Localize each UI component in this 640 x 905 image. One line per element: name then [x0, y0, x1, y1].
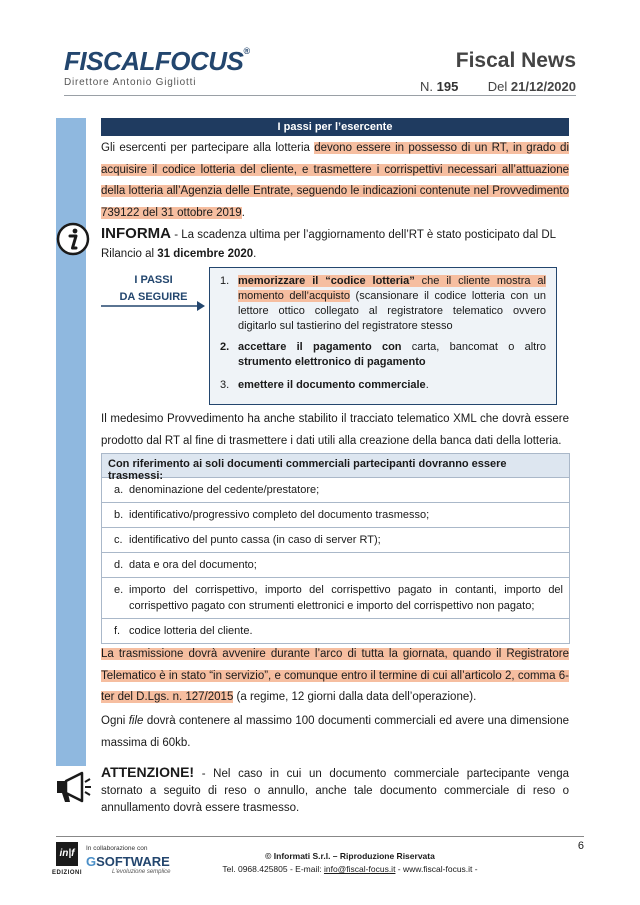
informa-note: INFORMA - La scadenza ultima per l’aggiornamento dell’RT è stato posticipato dal DL Rilancio al 31 dicembre 2020. [101, 225, 556, 260]
issue-number: N. 195 [420, 79, 459, 94]
header-divider [64, 95, 576, 96]
steps-label: I PASSI DA SEGUIRE [119, 274, 188, 303]
intro-paragraph: Gli esercenti per partecipare alla lotteria devono essere in possesso di un RT, in grado di acquisire il codice lotteria del cliente, e trasmettere i corrispettivi necessari all’attuazione della lotteria all’Agenzia delle Entrate, seguendo le indicazioni contenute nel Provvedimento 739122 del 31 ottobre 2019. [101, 142, 569, 219]
table-row: e. importo del corrispettivo, importo del corrispettivo pagato in contanti, importo del corrispettivo pagato con strumenti elettronici e importo del corrispettivo non pagato; [102, 578, 569, 619]
director-name: Direttore Antonio Gigliotti [64, 77, 197, 88]
intro-highlight: devono essere in possesso di un RT, in grado di acquisire il codice lotteria del cliente, e trasmettere i corrispettivi necessari all’attuazione della lotteria all’Agenzia delle Entrate, seguendo le indicazioni contenute nel Provvedimento 739122 del 31 ottobre 2019 [101, 142, 569, 219]
table-row: b. identificativo/progressivo completo del documento trasmesso; [102, 503, 569, 528]
step-item: 3. emettere il documento commerciale. [220, 379, 429, 391]
page-number: 6 [577, 840, 584, 852]
contacts: Tel. 0968.425805 - E-mail: info@fiscal-focus.it - www.fiscal-focus.it - [222, 864, 478, 874]
edizioni-label: EDIZIONI [52, 870, 83, 876]
publication-title: Fiscal News [455, 49, 576, 72]
informati-logo: in|f [56, 842, 78, 866]
steps-box [209, 267, 557, 405]
fiscal-focus-logo: FISCALFOCUS® [64, 46, 250, 76]
megaphone-icon [54, 768, 92, 806]
footer-divider [56, 836, 584, 837]
step-item: 1. memorizzare il “codice lotteria” che il cliente mostra al momento dell’acquisto (scansionare il codice lotteria con un lettore ottico collegato al registratore telematico ovvero digitarlo sul tastierino del registratore stesso [220, 275, 547, 332]
step-item: 2. accettare il pagamento con carta, bancomat o altro strumento elettronico di pagamento [220, 341, 546, 368]
transmission-highlight: La trasmissione dovrà avvenire durante l’arco di tutta la giornata, quando il Registratore Telematico è in stato “in servizio”, e comunque entro il termine di cui all’articolo 2, comma 6-ter del D.Lgs. n. 127/2015 [101, 648, 569, 703]
email-link[interactable]: info@fiscal-focus.it [323, 864, 396, 874]
table-row: c. identificativo del punto cassa (in caso di server RT); [102, 528, 569, 553]
issue-date: Del 21/12/2020 [487, 79, 576, 94]
table-row: a. denominazione del cedente/prestatore; [102, 478, 569, 503]
transmission-paragraph: La trasmissione dovrà avvenire durante l’arco di tutta la giornata, quando il Registratore Telematico è in stato “in servizio”, e comunque entro il termine di cui all’articolo 2, comma 6-ter del D.Lgs. n. 127/2015 (a regime, 12 giorni dalla data dell’operazione). [101, 648, 569, 703]
attention-note: ATTENZIONE! - Nel caso in cui un documento commerciale partecipante venga stornato a seguito di reso o annullo, anche tale documento commerciale di reso o annullamento dovrà essere trasmesso. [101, 764, 569, 814]
copyright: © Informati S.r.l. – Riproduzione Riservata [265, 851, 435, 861]
table-row: d. data e ora del documento; [102, 553, 569, 578]
arrow-right-icon [101, 300, 206, 312]
data-table [101, 453, 570, 644]
table-header: Con riferimento ai soli documenti commerciali partecipanti dovranno essere trasmessi: [102, 454, 569, 478]
software-logo: GSOFTWARE [86, 854, 170, 869]
file-size-paragraph: Ogni file dovrà contenere al massimo 100 documenti commerciali ed avere una dimensione massima di 60kb. [101, 715, 569, 749]
side-accent-bar [56, 118, 86, 766]
table-row: f. codice lotteria del cliente. [114, 625, 253, 637]
section-title: I passi per l’esercente [101, 118, 569, 136]
xml-paragraph: Il medesimo Provvedimento ha anche stabilito il tracciato telematico XML che dovrà essere prodotto dal RT al fine di trasmettere i dati utili alla creazione della banca dati della lotteria. [101, 413, 569, 447]
collaboration-label: In collaborazione con [86, 845, 148, 852]
info-icon [56, 222, 90, 256]
software-tagline: L'evoluzione semplice [112, 869, 171, 875]
